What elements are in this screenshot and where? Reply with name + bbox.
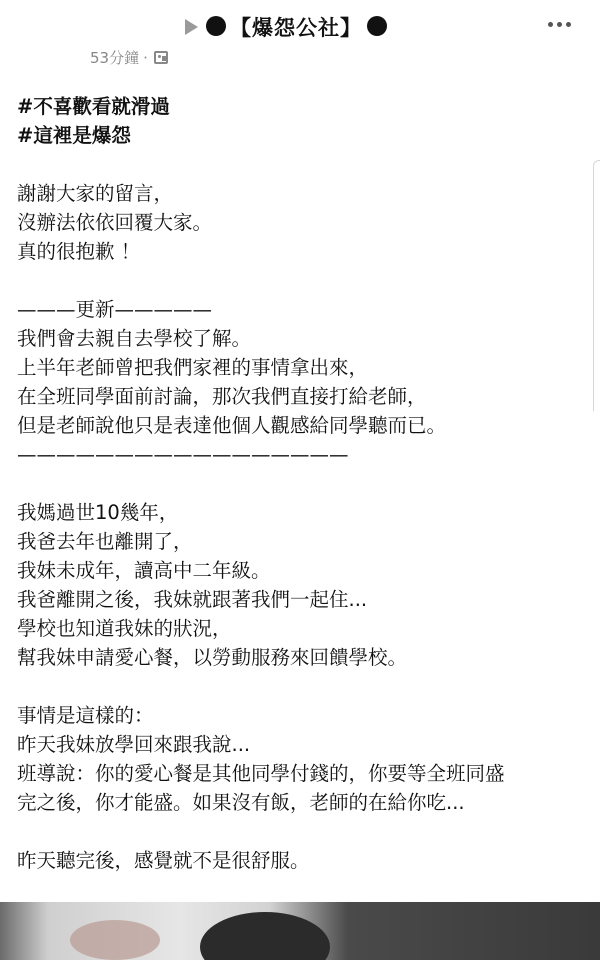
play-arrow-icon — [185, 19, 198, 35]
group-privacy-icon[interactable] — [154, 51, 168, 64]
blank-line — [17, 672, 592, 701]
blank-line — [17, 266, 592, 295]
post-text-line: 昨天聽完後，感覺就不是很舒服。 — [17, 849, 310, 872]
post-text-line: 班導說：你的愛心餐是其他同學付錢的，你要等全班同盛 — [17, 762, 505, 785]
blank-line — [17, 817, 592, 846]
post-text-line: 真的很抱歉 ！ — [17, 240, 141, 263]
group-name-link[interactable]: 【爆怨公社】 — [230, 16, 362, 40]
post-header — [0, 0, 600, 90]
post-text-line: 沒辦法依依回覆大家。 — [17, 211, 213, 234]
post-text-line: 學校也知道我妹的狀況， — [17, 617, 232, 640]
blank-line — [17, 469, 592, 498]
update-divider: ———更新————— — [17, 298, 213, 321]
post-text-line: 謝謝大家的留言， — [17, 182, 174, 205]
post-text-line: 我媽過世10幾年， — [17, 501, 179, 524]
blank-line — [17, 150, 592, 179]
more-options-icon[interactable] — [548, 22, 571, 27]
post-text-line: 我們會去親自去學校了解。 — [17, 327, 252, 350]
hashtag-line[interactable]: #這裡是爆怨 — [17, 124, 131, 147]
post-text-line: 在全班同學面前討論，那次我們直接打給老師， — [17, 385, 427, 408]
post-text-line: 事情是這樣的： — [17, 704, 154, 727]
black-circle-icon — [367, 16, 387, 36]
post-body — [17, 92, 592, 875]
post-text-line: 我爸離開之後，我妹就跟著我們一起住... — [17, 588, 368, 611]
post-photo[interactable] — [0, 902, 600, 960]
black-circle-icon — [206, 16, 226, 36]
meta-separator: · — [143, 48, 148, 67]
post-text-line: 但是老師說他只是表達他個人觀感給同學聽而已。 — [17, 414, 447, 437]
scroll-indicator[interactable] — [593, 160, 600, 411]
post-text-line: 上半年老師曾把我們家裡的事情拿出來， — [17, 356, 369, 379]
update-divider-end: ————————————————— — [17, 443, 349, 466]
post-text-line: 幫我妹申請愛心餐，以勞動服務來回饋學校。 — [17, 646, 408, 669]
post-text-line: 我妹未成年，讀高中二年級。 — [17, 559, 271, 582]
post-text-line: 我爸去年也離開了， — [17, 530, 193, 553]
hashtag-line[interactable]: #不喜歡看就滑過 — [17, 95, 170, 118]
post-text-line: 昨天我妹放學回來跟我說... — [17, 733, 251, 756]
post-timestamp[interactable]: 53分鐘 — [90, 49, 140, 67]
post-text-line: 完之後，你才能盛。如果沒有飯，老師的在給你吃... — [17, 791, 465, 814]
post-meta — [90, 47, 168, 68]
